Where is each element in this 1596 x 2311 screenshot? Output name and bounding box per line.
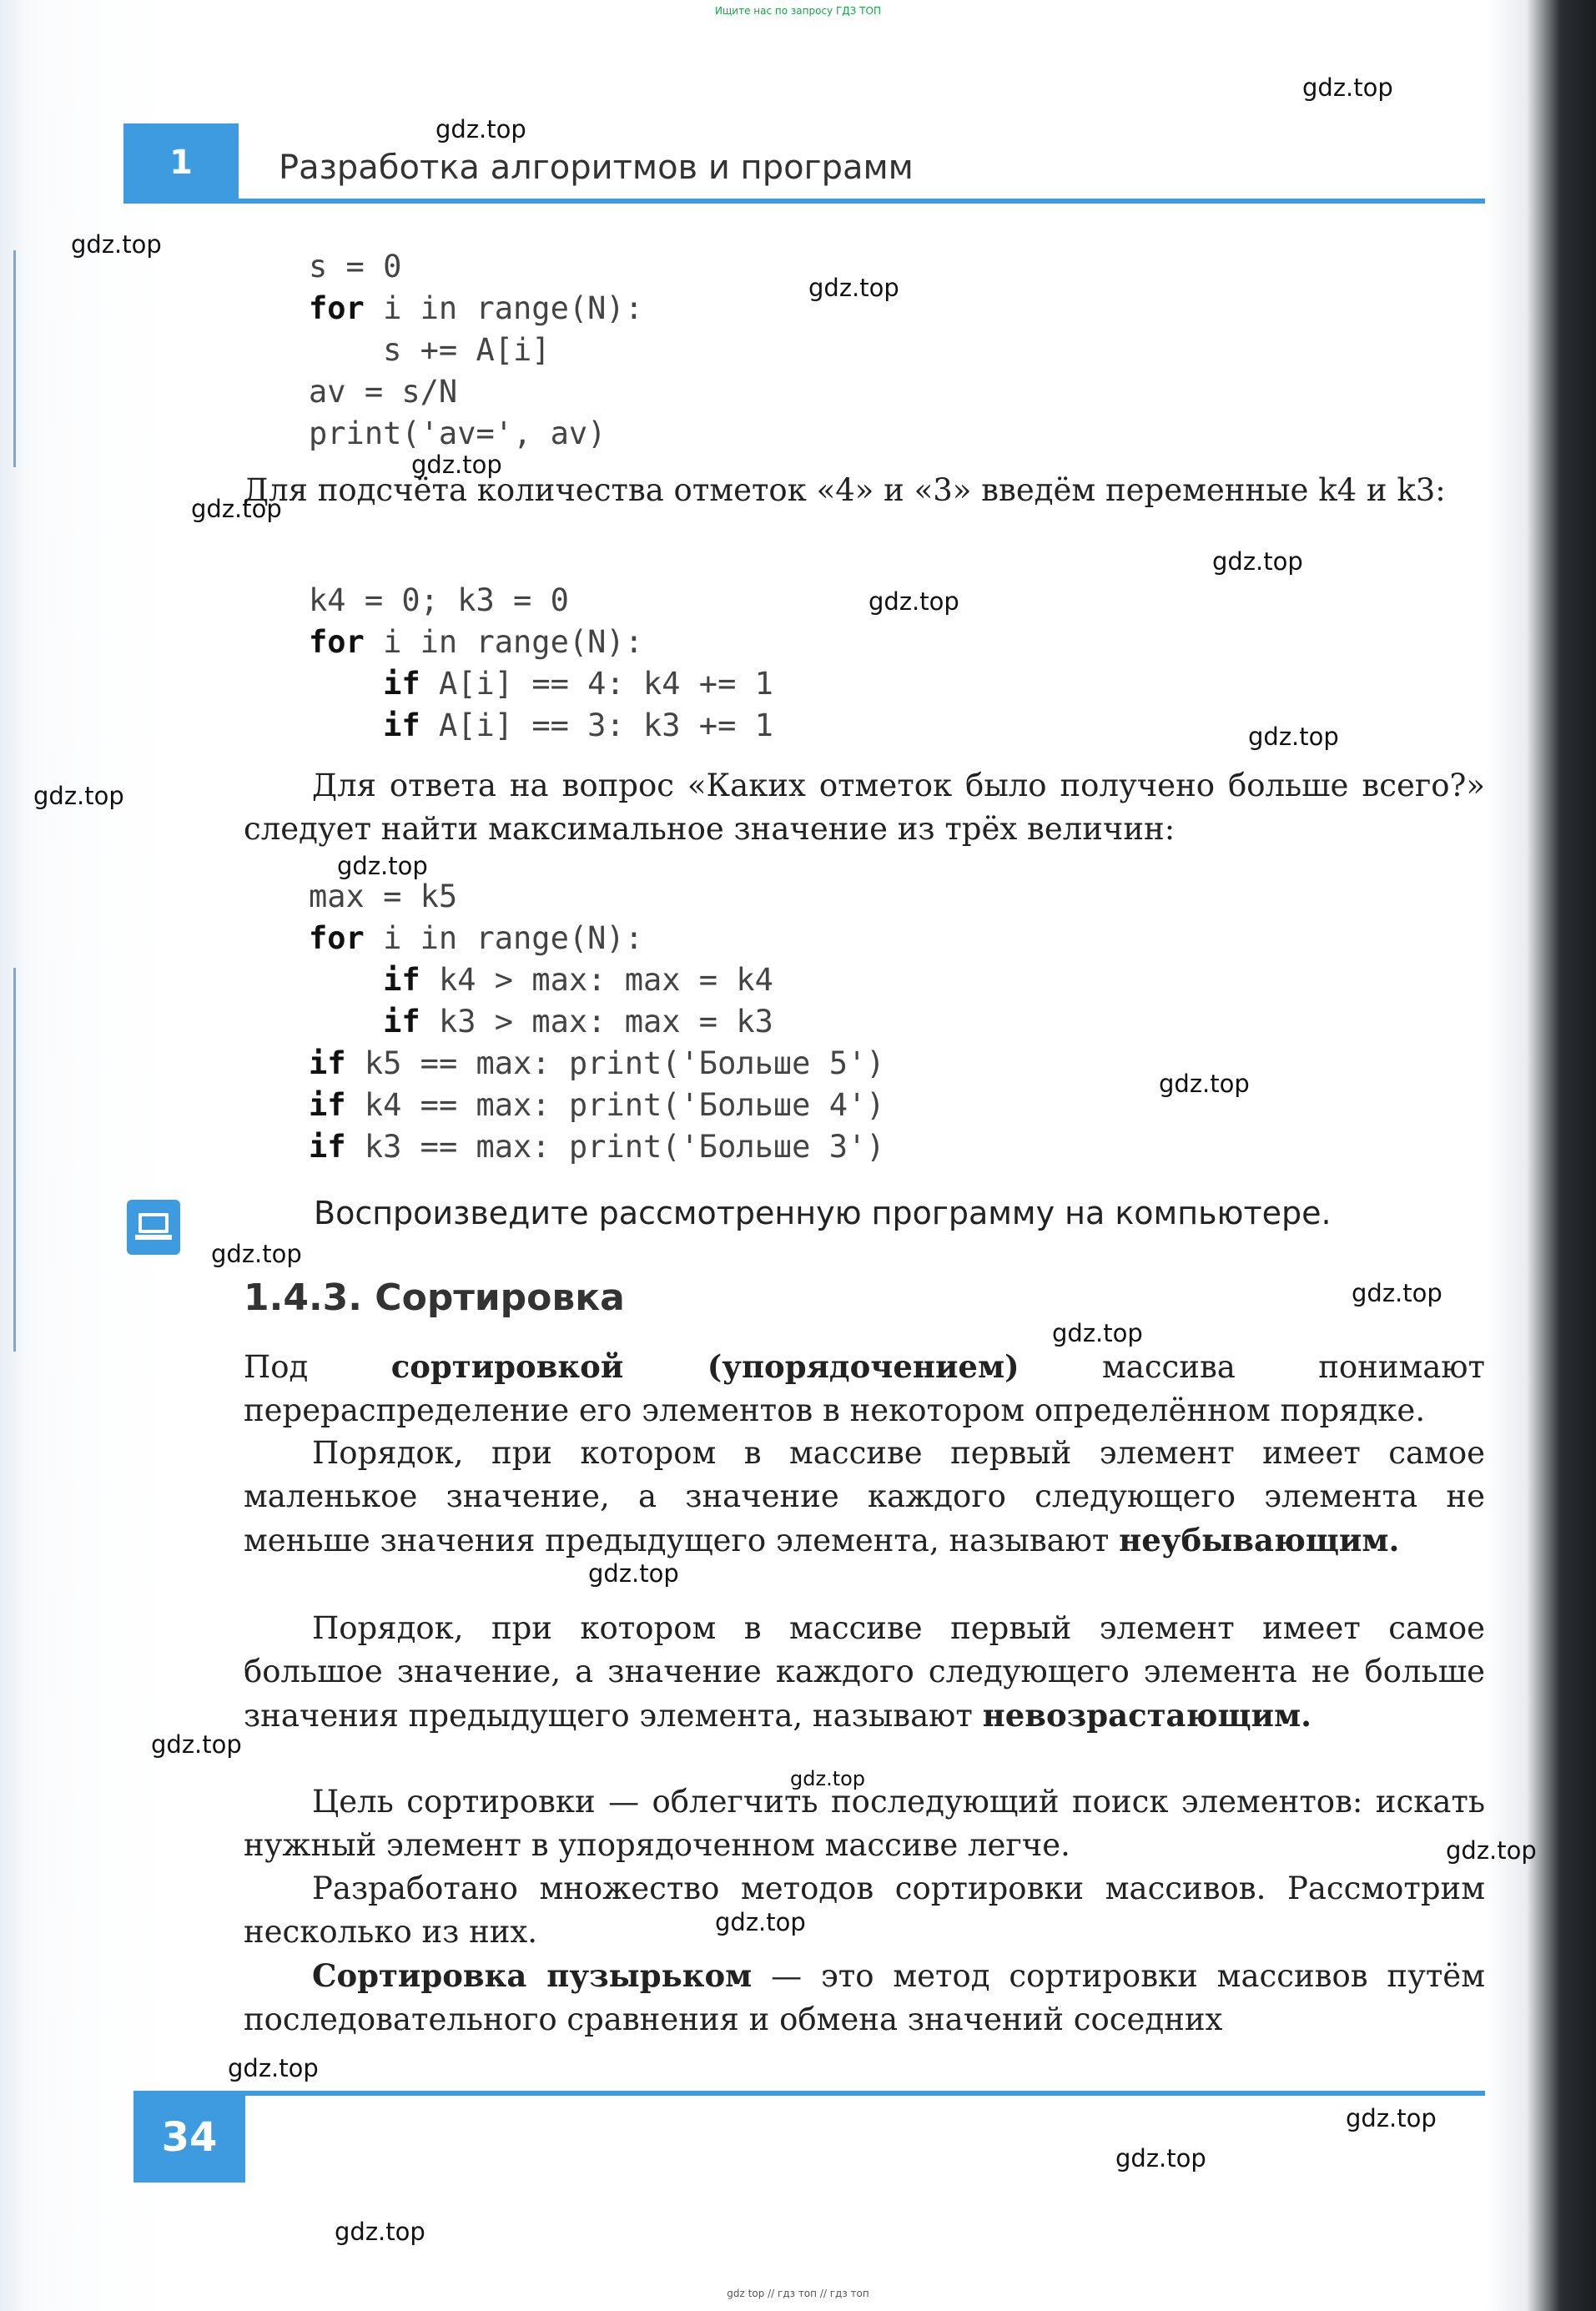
code-keyword: if — [309, 1045, 346, 1081]
watermark: gdz.top — [436, 115, 526, 143]
code-line: k4 = 0; k3 = 0 — [309, 582, 569, 618]
computer-task: Воспроизведите рассмотренную программу на компьютере. — [314, 1195, 1332, 1231]
paragraph: Сортировка пузырьком — это метод сортировки массивов путём последовательного сравнения и обмена значений соседних — [244, 1957, 1485, 2037]
paragraph: Под сортировкой (упорядочением) массива понимают перераспределение его элементов в некотором определённом порядке. — [244, 1348, 1485, 1428]
watermark: gdz.top — [715, 1908, 806, 1936]
paragraph: Для подсчёта количества отметок «4» и «3» введём переменные k4 и k3: — [244, 472, 1446, 508]
watermark: gdz.top — [1212, 547, 1303, 576]
watermark: gdz.top — [1346, 2104, 1437, 2132]
paragraph: Для ответа на вопрос «Каких отметок было получено больше всего?» следует найти максимальное значение из трёх величин: — [244, 768, 1485, 847]
footer-rule — [133, 2091, 1485, 2096]
page-number: 34 — [161, 2114, 218, 2161]
code-line: A[i] == 4: k4 += 1 — [420, 666, 773, 702]
code-keyword: if — [383, 1004, 420, 1040]
code-line: k3 == max: print('Больше 3') — [345, 1129, 885, 1165]
watermark: gdz.top — [337, 852, 428, 880]
header-rule — [123, 199, 1485, 204]
code-block-count — [309, 580, 773, 747]
page-number-badge — [133, 2092, 245, 2183]
watermark: gdz.top — [335, 2218, 425, 2246]
code-line: s = 0 — [309, 249, 402, 284]
code-line: i in range(N): — [364, 290, 643, 326]
code-line: A[i] == 3: k3 += 1 — [420, 707, 773, 743]
code-line: av = s/N — [309, 374, 458, 410]
watermark: gdz.top — [211, 1240, 302, 1268]
code-line: k3 > max: max = k3 — [420, 1004, 773, 1040]
watermark: gdz.top — [71, 230, 162, 259]
code-line: k4 == max: print('Больше 4') — [345, 1087, 885, 1123]
watermark: gdz.top — [1302, 73, 1393, 102]
watermark: gdz.top — [868, 587, 959, 616]
watermark: gdz.top — [1352, 1279, 1442, 1307]
chapter-badge — [123, 123, 239, 202]
code-line: k5 == max: print('Больше 5') — [345, 1045, 885, 1081]
paragraph: Разработано множество методов сортировки массивов. Рассмотрим несколько из них. — [244, 1870, 1485, 1950]
watermark: gdz.top — [151, 1730, 242, 1759]
watermark: gdz.top — [588, 1559, 679, 1588]
code-line: k4 > max: max = k4 — [420, 962, 773, 998]
code-keyword: if — [383, 666, 420, 702]
watermark: gdz.top — [1248, 723, 1339, 751]
bottom-banner: gdz top // гдз топ // гдз топ — [727, 2288, 869, 2299]
code-block-max — [309, 876, 885, 1168]
watermark: gdz.top — [790, 1767, 866, 1790]
code-line: i in range(N): — [364, 624, 643, 660]
code-block-average — [309, 246, 643, 455]
section-title: 1.4.3. Сортировка — [244, 1276, 625, 1319]
watermark: gdz.top — [808, 274, 899, 302]
watermark: gdz.top — [191, 495, 282, 523]
watermark: gdz.top — [1115, 2144, 1206, 2173]
code-keyword: if — [309, 1087, 346, 1123]
chapter-title: Разработка алгоритмов и программ — [279, 149, 914, 187]
code-keyword: for — [309, 920, 365, 956]
top-banner: Ищите нас по запросу ГДЗ ТОП — [715, 5, 881, 17]
watermark: gdz.top — [228, 2054, 319, 2082]
code-line: print('av=', av) — [309, 415, 607, 451]
code-keyword: for — [309, 624, 365, 660]
watermark: gdz.top — [411, 451, 502, 479]
code-line: s += A[i] — [309, 332, 551, 368]
code-keyword: if — [309, 1129, 346, 1165]
code-line: i in range(N): — [364, 920, 643, 956]
margin-line — [13, 968, 16, 1352]
code-keyword: if — [383, 707, 420, 743]
computer-icon — [127, 1200, 180, 1255]
paragraph: Порядок, при котором в массиве первый элемент имеет самое большое значение, а значение каждого следующего элемента не больше значения предыдущего элемента, называют невозрастающим. — [244, 1610, 1485, 1734]
watermark: gdz.top — [1446, 1836, 1537, 1865]
chapter-number: 1 — [169, 143, 193, 182]
watermark: gdz.top — [1052, 1319, 1143, 1347]
computer-icon-base — [135, 1235, 172, 1240]
margin-line — [13, 250, 16, 467]
code-keyword: if — [383, 962, 420, 998]
code-keyword: for — [309, 290, 365, 326]
paragraph: Порядок, при котором в массиве первый элемент имеет самое маленькое значение, а значение каждого следующего элемента не меньше значения предыдущего элемента, называют неубывающим. — [244, 1435, 1485, 1558]
paragraph: Цель сортировки — облегчить последующий поиск элементов: искать нужный элемент в упорядоченном массиве легче. — [244, 1784, 1485, 1863]
watermark: gdz.top — [33, 782, 124, 810]
code-line: max = k5 — [309, 879, 458, 914]
computer-icon-screen — [138, 1213, 169, 1233]
watermark: gdz.top — [1159, 1070, 1250, 1098]
